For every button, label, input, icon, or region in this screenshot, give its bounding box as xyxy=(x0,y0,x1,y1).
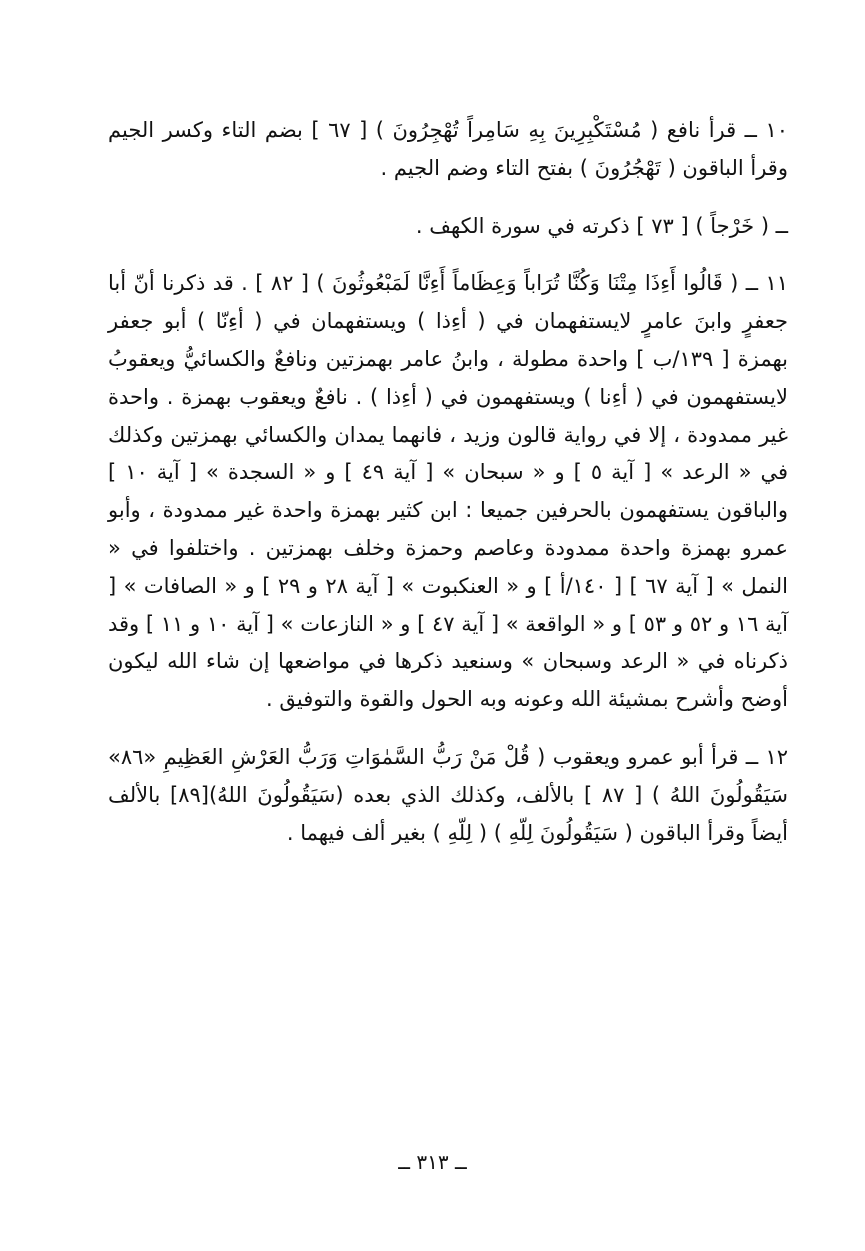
paragraph-11: ١١ ــ ( قَالُوا أَءِذَا مِتْنَا وَكُنَّا تُرَاباً وَعِظَاماً أَءِنَّا لَمَبْعُوثُونَ ) [ ٨٢ ] . قد ذكرنا أنّ أبا جعفرٍ وابنَ عامرٍ لايستفهمان في ( أءِذا ) ويستفهمان في ( أءِنّا ) أبو جعفر بهمزة [ ١٣٩/ب ] واحدة مطولة ، وابنُ عامر بهمزتين ونافعٌ والكسائيُّ ويعقوبُ لايستفهمون في ( أءِنا ) ويستفهمون في ( أءِذا ) . نافعٌ ويعقوب بهمزة . واحدة غير ممدودة ، إلا في رواية قالون وزيد ، فانهما يمدان والكسائي بهمزتين وكذلك في « الرعد » [ آية ٥ ] و « سبحان » [ آية ٤٩ ] و « السجدة » [ آية ١٠ ] والباقون يستفهمون بالحرفين جميعا : ابن كثير بهمزة واحدة غير ممدودة ، وأبو عمرو بهمزة واحدة ممدودة وعاصم وحمزة وخلف بهمزتين . واختلفوا في « النمل » [ آية ٦٧ ] [ ١٤٠/أ ] و « العنكبوت » [ آية ٢٨ و ٢٩ ] و « الصافات » [ آية ١٦ و ٥٢ و ٥٣ ] و « الواقعة » [ آية ٤٧ ] و « النازعات » [ آية ١٠ و ١١ ] وقد ذكرناه في « الرعد وسبحان » وسنعيد ذكرها في مواضعها إن شاء الله ليكون أوضح وأشرح بمشيئة الله وعونه وبه الحول والقوة والتوفيق . xyxy=(108,271,789,712)
paragraph-10: ١٠ ــ قرأ نافع ( مُسْتَكْبِرِينَ بِهِ سَامِراً تُهْجِرُونَ ) [ ٦٧ ] بضم التاء وكسر الجيم وقرأ الباقون ( تَهْجُرُونَ ) بفتح التاء وضم الجيم . xyxy=(108,118,788,180)
paragraph-12: ١٢ ــ قرأ أبو عمرو ويعقوب ( قُلْ مَنْ رَبُّ السَّمٰوَاتِ وَرَبُّ العَرْشِ العَظِيمِ «٨٦» سَيَقُولُونَ اللهُ ) [ ٨٧ ] بالألف، وكذلك الذي بعده (سَيَقُولُونَ اللهُ)[٨٩] بالألف أيضاً وقرأ الباقون ( سَيَقُولُونَ لِلّهِ ) ( لِلّهِ ) بغير ألف فيهما . xyxy=(108,744,788,845)
paragraph-kharjan: ــ ( خَرْجاً ) [ ٧٣ ] ذكرته في سورة الكهف . xyxy=(415,213,788,238)
page-body xyxy=(108,112,788,852)
page-number: ــ ٣١٣ ــ xyxy=(398,1150,467,1174)
